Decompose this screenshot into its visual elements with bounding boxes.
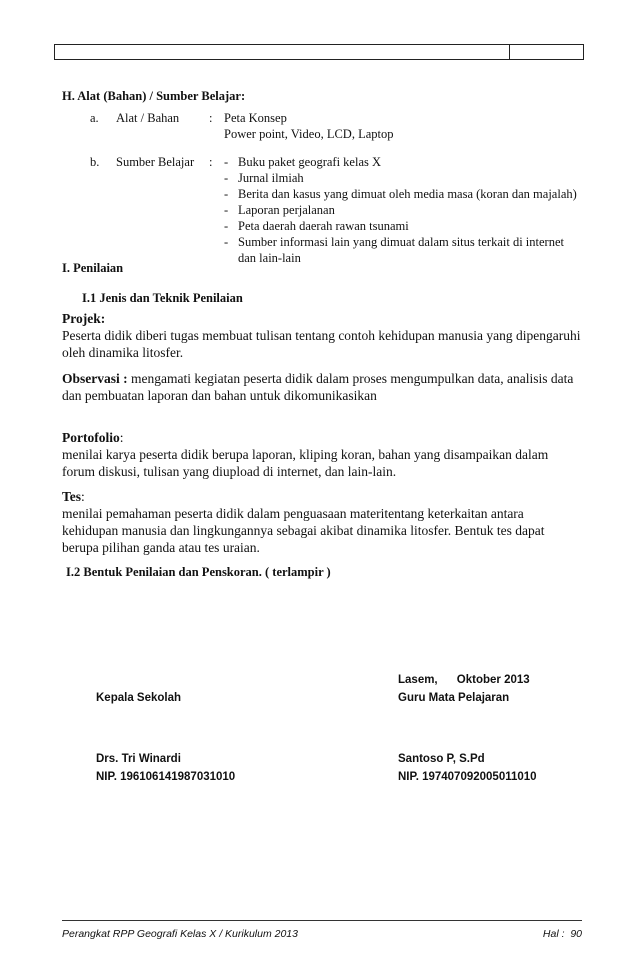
item-b-colon: : [209, 155, 213, 169]
signature-left-name: Drs. Tri Winardi [96, 753, 181, 765]
portofolio-colon: : [119, 430, 124, 445]
section-i2-title: I.2 Bentuk Penilaian dan Penskoran. ( terlampir ) [66, 565, 331, 579]
observasi-label: Observasi : [62, 371, 128, 386]
list-item: - Jurnal ilmiah [224, 171, 304, 185]
signature-right-name: Santoso P, S.Pd [398, 753, 485, 765]
section-i1-title: I.1 Jenis dan Teknik Penilaian [82, 291, 243, 305]
section-i-title: I. Penilaian [62, 261, 124, 275]
list-item: - Sumber informasi lain yang dimuat dalam situs terkait di internet dan lain-lain [224, 235, 564, 265]
header-box [54, 44, 584, 60]
portofolio-label: Portofolio [62, 430, 120, 445]
header-cell-divider [509, 45, 510, 59]
signature-left-nip: NIP. 196106141987031010 [96, 771, 236, 783]
list-item: - Berita dan kasus yang dimuat oleh media masa (koran dan majalah) [224, 187, 577, 201]
signature-right-role: Guru Mata Pelajaran [398, 692, 510, 704]
projek-paragraph [62, 310, 582, 361]
tes-label: Tes [62, 489, 82, 504]
item-b-label: Sumber Belajar [116, 155, 195, 169]
item-a-value-1: Peta Konsep [224, 111, 287, 125]
tes-text: menilai pemahaman peserta didik dalam penguasaan materitentang keterkaitan antara kehidupan manusia dan lingkungannya sebagai akibat dinamika litosfer. Bentuk tes dapat berupa pilihan ganda atau tes uraian. [62, 506, 545, 555]
item-a-value-2: Power point, Video, LCD, Laptop [224, 127, 394, 141]
observasi-paragraph [62, 370, 582, 404]
sumber-belajar-list [224, 154, 584, 266]
list-item: - Buku paket geografi kelas X [224, 155, 382, 169]
item-a-letter: a. [90, 111, 99, 125]
signature-place-date: Lasem, Oktober 2013 [398, 674, 530, 686]
tes-paragraph [62, 488, 582, 556]
footer-document-title: Perangkat RPP Geografi Kelas X / Kurikulum 2013 [62, 928, 298, 940]
signature-right-nip: NIP. 197407092005011010 [398, 771, 537, 783]
item-b-letter: b. [90, 155, 100, 169]
tes-colon: : [81, 489, 85, 504]
projek-label: Projek: [62, 311, 106, 326]
footer-rule [62, 920, 582, 921]
projek-text: Peserta didik diberi tugas membuat tulisan tentang contoh kehidupan manusia yang dipengaruhi oleh dinamika litosfer. [62, 328, 581, 360]
item-a-colon: : [209, 111, 213, 125]
list-item: - Peta daerah daerah rawan tsunami [224, 219, 409, 233]
signature-left-role: Kepala Sekolah [96, 692, 182, 704]
observasi-text: mengamati kegiatan peserta didik dalam proses mengumpulkan data, analisis data dan pembuatan laporan dan bahan untuk dikomunikasikan [62, 371, 574, 403]
section-h-title: H. Alat (Bahan) / Sumber Belajar: [62, 89, 246, 103]
footer-page-number: Hal : 90 [542, 928, 582, 940]
portofolio-text: menilai karya peserta didik berupa laporan, kliping koran, bahan yang disampaikan dalam forum diskusi, tulisan yang diupload di internet, dan lain-lain. [62, 447, 549, 479]
item-a-label: Alat / Bahan [116, 111, 180, 125]
portofolio-paragraph [62, 429, 582, 480]
list-item: - Laporan perjalanan [224, 203, 335, 217]
